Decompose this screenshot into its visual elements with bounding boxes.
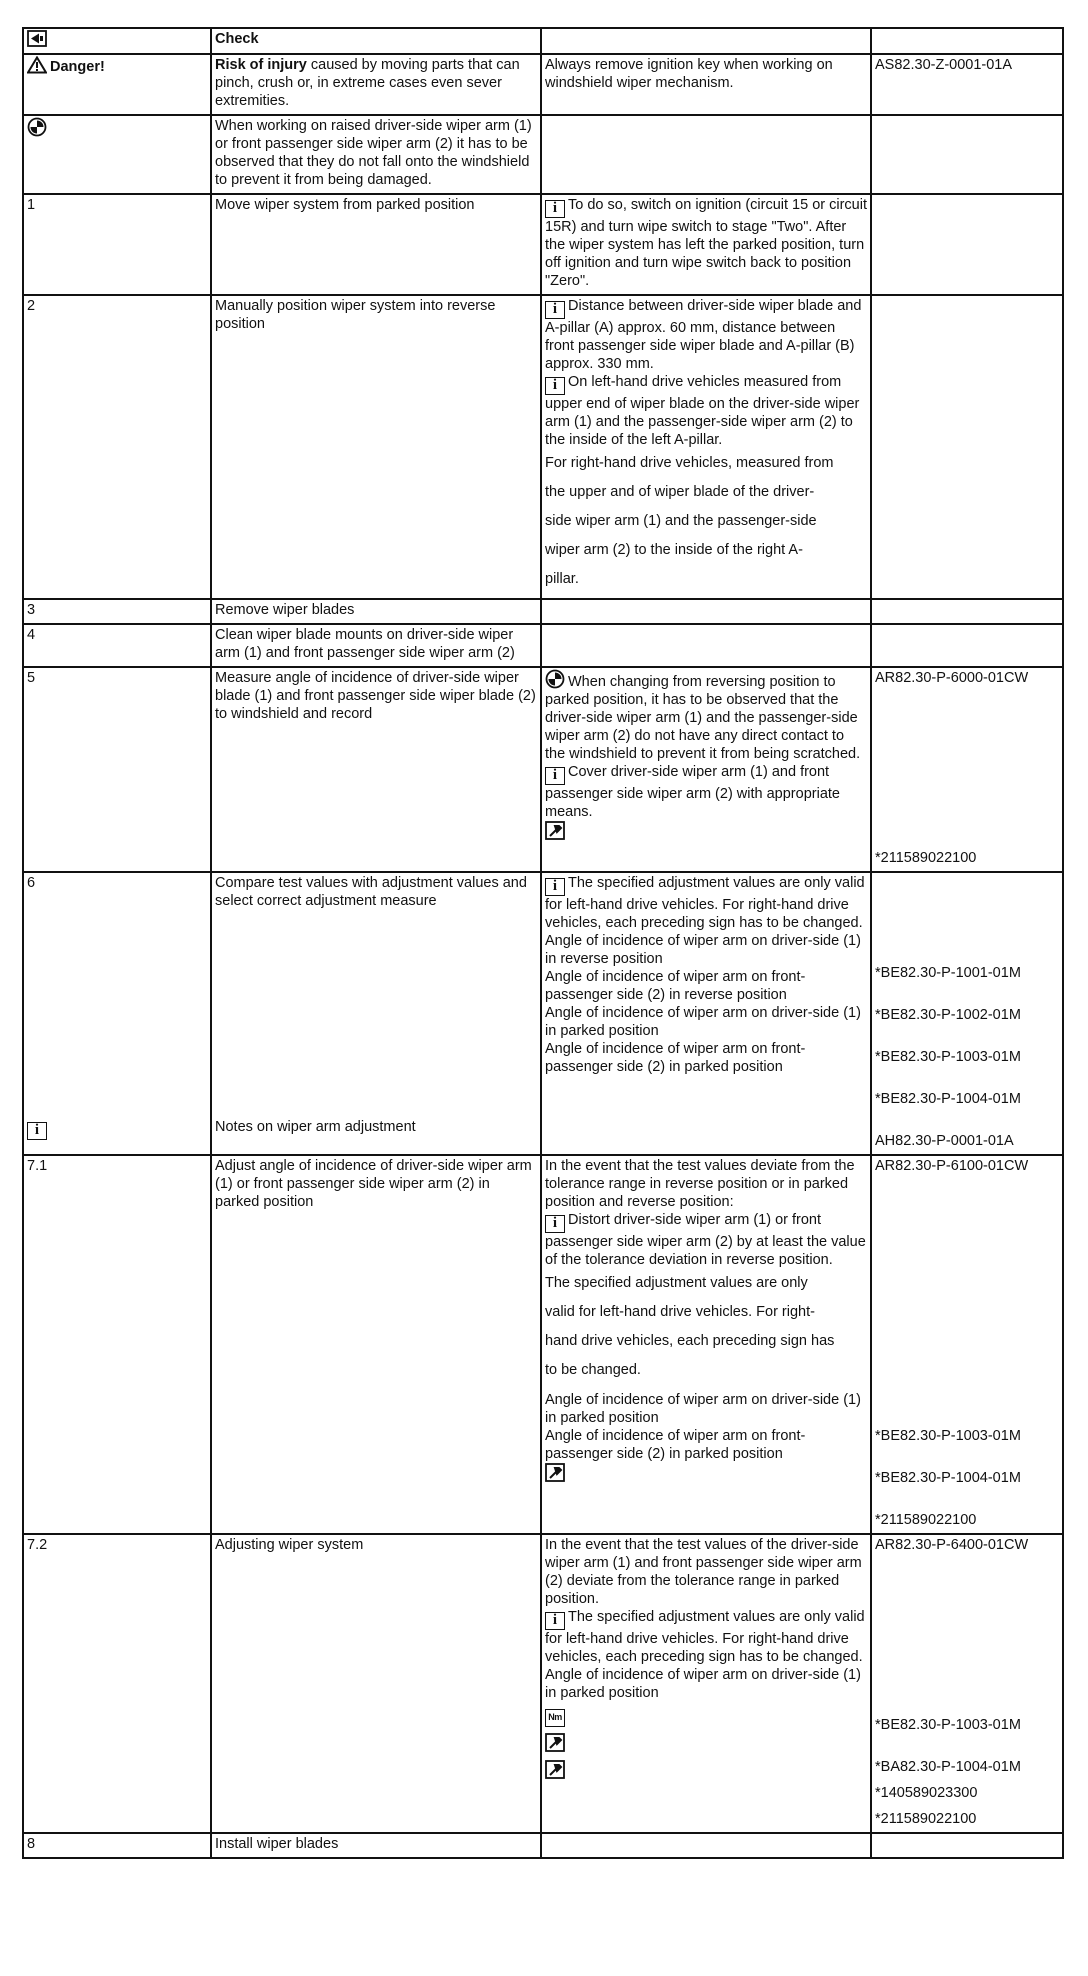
step-note-cell [541,599,871,624]
step-note-cell [541,1155,871,1534]
step-number: 4 [23,624,211,667]
special-tool-icon [545,1760,565,1779]
step-number: 8 [23,1833,211,1858]
caution-icon [27,117,47,137]
step-ref-cell [871,599,1063,624]
step-row-4 [23,624,1063,667]
step-note: The specified adjustment values are only valid for left-hand drive vehicles. For right-hand drive vehicles, each preceding sign has to be changed. [545,875,865,931]
danger-text: caused by moving parts that can pinch, crush or, in extreme cases even sever extremities. [215,57,520,109]
note-line: wiper arm (2) to the inside of the right A- [545,542,803,558]
step-action: Clean wiper blade mounts on driver-side wiper arm (1) and front passenger side wiper arm (2) [211,624,541,667]
step-ref-cell [871,295,1063,599]
step-row-1 [23,194,1063,295]
danger-text-cell [211,54,541,115]
danger-title: Risk of injury [215,57,307,73]
danger-ref: AS82.30-Z-0001-01A [871,54,1063,115]
step-caution: When changing from reversing position to parked position, it has to be observed that the driver-side wiper arm (1) and the passenger-side wiper arm (2) do not have any direct contact to the windshield to prevent it from being scratched. [545,674,861,762]
step-number: 7.1 [23,1155,211,1534]
header-step-cell [23,28,211,54]
step-note-cell [541,624,871,667]
caution-icon [545,669,565,689]
step-item-ref: *BE82.30-P-1003-01M [875,1049,1021,1065]
note-line: side wiper arm (1) and the passenger-side [545,513,817,529]
info-icon: i [545,200,565,218]
caution-icon-cell [23,115,211,194]
note-line: the upper and of wiper blade of the driver- [545,484,815,500]
step-notes-label: Notes on wiper arm adjustment [215,1119,416,1135]
step-item: Angle of incidence of wiper arm on driver-side (1) in parked position [545,1392,861,1426]
step-note: Distance between driver-side wiper blade and A-pillar (A) approx. 60 mm, distance between front passenger side wiper blade and A-pillar (B) approx. 330 mm. [545,298,862,372]
step-tool-ref: *211589022100 [875,850,977,866]
step-ref: AR82.30-P-6000-01CW [875,670,1029,686]
spec-line: valid for left-hand drive vehicles. For right- [545,1304,815,1320]
info-icon: i [545,878,565,896]
step-note-cell [541,194,871,295]
step-row-7-1 [23,1155,1063,1534]
step-item-ref: *BE82.30-P-1002-01M [875,1007,1021,1023]
step-number: 3 [23,599,211,624]
step-action: Adjust angle of incidence of driver-side wiper arm (1) or front passenger side wiper arm (2) in parked position [211,1155,541,1534]
step-action-cell [211,872,541,1155]
step-number: 2 [23,295,211,599]
step-number: 6 [27,875,36,891]
step-ref-cell [871,1534,1063,1833]
step-note-cell [541,1534,871,1833]
danger-row [23,54,1063,115]
step-item-ref: *BE82.30-P-1003-01M [875,1717,1021,1733]
special-tool-icon [545,821,565,840]
warning-triangle-icon [27,56,47,74]
special-tool-icon [545,1463,565,1482]
step-note-rhd [545,449,867,594]
step-row-3 [23,599,1063,624]
step-ref: AR82.30-P-6400-01CW [875,1537,1029,1553]
info-icon: i [545,377,565,395]
info-icon: i [545,767,565,785]
procedure-table [22,27,1064,1859]
process-step-icon [27,30,47,47]
special-tool-icon [545,1733,565,1752]
step-note-cell [541,295,871,599]
step-number-cell [23,872,211,1155]
step-row-8 [23,1833,1063,1858]
header-col4 [871,28,1063,54]
step-action: Adjusting wiper system [211,1534,541,1833]
step-note-cell [541,1833,871,1858]
step-spec [545,1269,867,1385]
step-number: 1 [23,194,211,295]
step-action: Compare test values with adjustment values and select correct adjustment measure [215,875,527,909]
step-item: Angle of incidence of wiper arm on driver-side (1) in parked position [545,1667,861,1701]
step-number: 5 [23,667,211,872]
spec-line: to be changed. [545,1362,641,1378]
caution-text: When working on raised driver-side wiper arm (1) or front passenger side wiper arm (2) it has to be observed that they do not fall onto the windshield to prevent it from being damaged. [211,115,541,194]
step-action: Move wiper system from parked position [211,194,541,295]
danger-label-cell [23,54,211,115]
step-item-ref: *BE82.30-P-1001-01M [875,965,1021,981]
step-ref-cell [871,194,1063,295]
step-row-5 [23,667,1063,872]
info-icon: i [545,301,565,319]
step-action: Install wiper blades [211,1833,541,1858]
step-item: Angle of incidence of wiper arm on front-passenger side (2) in parked position [545,1428,806,1462]
step-ref: AR82.30-P-6100-01CW [875,1158,1029,1174]
step-ref-cell [871,1155,1063,1534]
step-note-cell [541,872,871,1155]
step-note: To do so, switch on ignition (circuit 15 or circuit 15R) and turn wipe switch to stage "Two". After the wiper system has left the parked position, turn off ignition and turn wipe switch back to position "Zero". [545,197,867,289]
step-tool-ref: *211589022100 [875,1811,977,1827]
step-condition: In the event that the test values of the driver-side wiper arm (1) and front passenger side wiper arm (2) deviate from the tolerance range in parked position. [545,1537,862,1607]
info-icon: i [545,1612,565,1630]
step-ref-cell [871,624,1063,667]
torque-icon: Nm [545,1709,565,1727]
step-note: Cover driver-side wiper arm (1) and front passenger side wiper arm (2) with appropriate means. [545,764,840,820]
step-ref-cell [871,872,1063,1155]
step-notes-ref: AH82.30-P-0001-01A [875,1133,1014,1149]
spec-line: hand drive vehicles, each preceding sign has [545,1333,835,1349]
header-col3 [541,28,871,54]
step-number: 7.2 [23,1534,211,1833]
step-action: Measure angle of incidence of driver-side wiper blade (1) and front passenger side wiper blade (2) to windshield and record [211,667,541,872]
step-note: The specified adjustment values are only valid for left-hand drive vehicles. For right-hand drive vehicles, each preceding sign has to be changed. [545,1609,865,1665]
step-note-cell [541,667,871,872]
danger-label: Danger! [50,59,105,75]
info-icon: i [27,1122,47,1140]
step-item-ref: *BE82.30-P-1004-01M [875,1470,1021,1486]
caution-col4 [871,115,1063,194]
note-line: pillar. [545,571,579,587]
header-check: Check [211,28,541,54]
step-item: Angle of incidence of wiper arm on front-passenger side (2) in parked position [545,1041,806,1075]
step-ref-cell [871,1833,1063,1858]
caution-col3 [541,115,871,194]
step-item: Angle of incidence of wiper arm on front-passenger side (2) in reverse position [545,969,806,1003]
step-torque-ref: *BA82.30-P-1004-01M [875,1759,1021,1775]
step-tool-ref: *211589022100 [875,1512,977,1528]
step-action: Manually position wiper system into reverse position [211,295,541,599]
step-condition: In the event that the test values deviate from the tolerance range in reverse position or in parked position and reverse position: [545,1158,855,1210]
step-item-ref: *BE82.30-P-1004-01M [875,1091,1021,1107]
header-row [23,28,1063,54]
step-row-2 [23,295,1063,599]
step-row-6 [23,872,1063,1155]
step-item: Angle of incidence of wiper arm on driver-side (1) in reverse position [545,933,861,967]
danger-instruction: Always remove ignition key when working on windshield wiper mechanism. [541,54,871,115]
step-item-ref: *BE82.30-P-1003-01M [875,1428,1021,1444]
step-ref-cell [871,667,1063,872]
note-line: For right-hand drive vehicles, measured from [545,455,834,471]
step-row-7-2 [23,1534,1063,1833]
step-tool-ref: *140589023300 [875,1785,978,1801]
caution-row [23,115,1063,194]
spec-line: The specified adjustment values are only [545,1275,808,1291]
step-item: Angle of incidence of wiper arm on driver-side (1) in parked position [545,1005,861,1039]
step-action: Remove wiper blades [211,599,541,624]
info-icon: i [545,1215,565,1233]
step-note: Distort driver-side wiper arm (1) or front passenger side wiper arm (2) by at least the value of the tolerance deviation in reverse position. [545,1212,866,1268]
step-note: On left-hand drive vehicles measured from upper end of wiper blade on the driver-side wiper arm (1) and the passenger-side wiper arm (2) to the inside of the left A-pillar. [545,374,860,448]
